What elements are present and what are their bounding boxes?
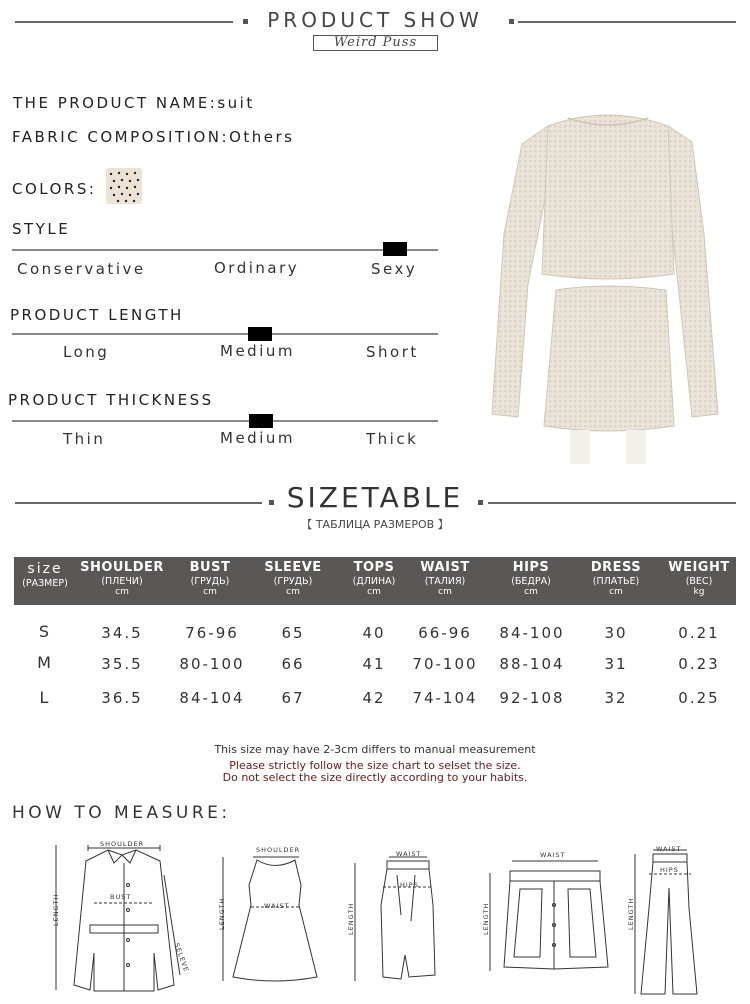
col-tops: TOPS (ДЛИНА) cm [352,560,396,597]
size-warning-1: Please strictly follow the size chart to selset the size. [229,759,521,772]
product-photo [478,84,738,464]
jacket-bust-label: BUST [110,893,132,901]
table-cell: 31 [604,655,628,673]
fabric-composition: FABRIC COMPOSITION:Others [12,128,295,146]
jacket-length-label: LENGTH [52,893,60,926]
col-bust: BUST (ГРУДЬ) cm [189,560,231,597]
col-sleeve: SLEEVE (ГРУДЬ) cm [264,560,322,597]
product-name: THE PRODUCT NAME:suit [13,94,255,112]
style-option-sexy: Sexy [371,260,418,278]
style-option-ordinary: Ordinary [214,259,300,277]
size-warning-2: Do not select the size directly according to your habits. [222,771,528,784]
style-marker [383,242,407,256]
col-shoulder: SHOULDER (ПЛЕЧИ) cm [80,560,164,597]
size-table-header [14,557,736,605]
sizetable-title: SIZETABLE [286,481,464,514]
color-swatch[interactable] [106,168,142,204]
jacket-sleeve-label: SELEVE [172,942,191,974]
table-cell: 66-96 [418,624,472,642]
table-cell: 67 [281,689,305,707]
thickness-option-thick: Thick [366,430,419,448]
table-cell: 84-104 [179,689,245,707]
mini-skirt-waist-label: WAIST [540,851,566,859]
how-to-measure-title: HOW TO MEASURE: [12,803,231,823]
table-cell: 32 [604,689,628,707]
skirt-waist-label: WAIST [396,850,422,858]
dress-length-label: LENGTH [218,897,226,930]
mini-skirt-measure-diagram [480,845,615,975]
jacket-measure-diagram [50,835,200,1000]
swatch-pattern [106,168,142,204]
table-cell: 65 [281,624,305,642]
jacket-shoulder-label: SHOULDER [100,840,145,848]
col-size: size (РАЗМЕР) [22,561,68,589]
table-cell: 76-96 [185,624,239,642]
table-cell: 40 [362,624,386,642]
length-option-long: Long [63,343,110,361]
table-cell: L [39,688,51,707]
table-cell: 36.5 [101,689,143,707]
table-cell: 0.21 [678,624,720,642]
dress-waist-label: WAIST [264,902,290,910]
length-title: PRODUCT LENGTH [10,306,184,324]
dress-measure-diagram [215,845,325,985]
length-option-medium: Medium [220,342,295,360]
table-cell: 30 [604,624,628,642]
skirt-length-label: LENGTH [347,902,355,935]
table-cell: 92-108 [499,689,565,707]
table-cell: 41 [362,655,386,673]
table-cell: 35.5 [101,655,143,673]
mini-skirt-length-label: LENGTH [482,902,490,935]
table-cell: 34.5 [101,624,143,642]
col-dress: DRESS (ПЛАТЬЕ) cm [590,560,642,597]
col-weight: WEIGHT (ВЕС) kg [668,560,730,597]
style-title: STYLE [12,220,71,238]
table-cell: 88-104 [499,655,565,673]
style-scale-line [12,249,438,251]
thickness-marker [249,414,273,428]
table-cell: 66 [281,655,305,673]
skirt-measure-diagram [345,845,445,985]
pants-hips-label: HIPS [660,866,679,874]
style-option-conservative: Conservative [17,260,146,278]
table-cell: 84-100 [499,624,565,642]
thickness-option-medium: Medium [220,429,295,447]
table-cell: 80-100 [179,655,245,673]
table-cell: M [37,653,53,672]
brand-badge: Weird Puss [313,35,438,51]
col-hips: HIPS (БЕДРА) cm [511,560,551,597]
thickness-title: PRODUCT THICKNESS [8,391,214,409]
dress-shoulder-label: SHOULDER [256,846,301,854]
skirt-hips-label: HIPS [400,881,419,889]
sizetable-subtitle: 【 ТАБЛИЦА РАЗМЕРОВ 】 [301,518,449,531]
length-option-short: Short [366,343,419,361]
table-cell: 0.25 [678,689,720,707]
thickness-scale-line [12,420,438,422]
col-waist: WAIST (ТАЛИЯ) cm [420,560,470,597]
pants-waist-label: WAIST [656,845,682,853]
length-marker [248,327,272,341]
table-cell: 74-104 [412,689,478,707]
length-scale-line [12,333,438,335]
colors-label: COLORS: [12,180,97,198]
table-cell: 70-100 [412,655,478,673]
pants-length-label: LENGTH [627,897,635,930]
table-cell: 0.23 [678,655,720,673]
measurement-note: This size may have 2-3cm differs to manual measurement [214,743,536,756]
pants-measure-diagram [625,838,735,998]
table-cell: S [38,622,52,641]
table-cell: 42 [362,689,386,707]
thickness-option-thin: Thin [63,430,106,448]
page-title: PRODUCT SHOW [267,8,483,32]
